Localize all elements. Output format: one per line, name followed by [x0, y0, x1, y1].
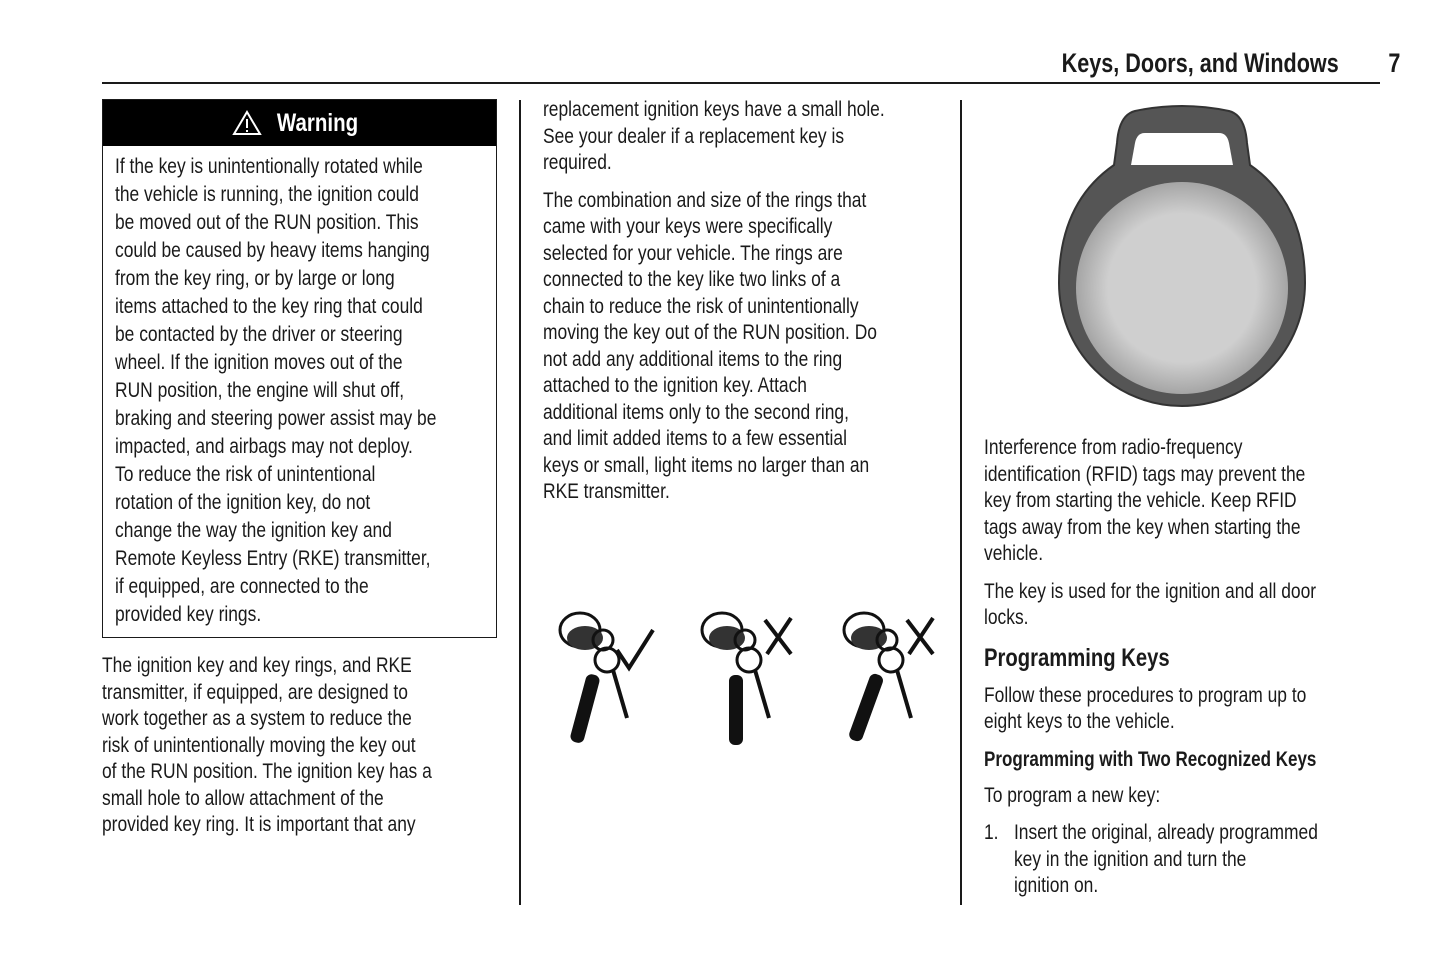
warning-line: items attached to the key ring that could	[115, 294, 423, 318]
col2-text	[543, 96, 885, 516]
page-number: 7	[1387, 48, 1400, 78]
paragraph	[984, 682, 1318, 735]
text-line: The key is used for the ignition and all door	[984, 578, 1317, 603]
running-header	[1000, 48, 1400, 82]
warning-line: braking and steering power assist may be	[115, 406, 437, 430]
warning-line: To reduce the risk of unintentional	[115, 462, 376, 486]
warning-box	[102, 99, 497, 638]
warning-line: provided key rings.	[115, 602, 262, 626]
text-line: small hole to allow attachment of the	[102, 785, 384, 810]
text-line: To program a new key:	[984, 782, 1161, 807]
step-number: 1.	[984, 820, 999, 844]
warning-line: Remote Keyless Entry (RKE) transmitter,	[115, 546, 431, 570]
text-line: work together as a system to reduce the	[102, 706, 412, 730]
x-mark-icon	[765, 618, 791, 654]
paragraph	[102, 652, 432, 838]
text-line: additional items only to the second ring,	[543, 399, 849, 424]
text-line: chain to reduce the risk of unintentionally	[543, 293, 859, 318]
warning-line: if equipped, are connected to the	[115, 574, 369, 598]
paragraph	[984, 578, 1318, 631]
text-line: identification (RFID) tags may prevent the	[984, 461, 1306, 486]
col3-text	[984, 434, 1318, 899]
text-line: ignition on.	[1013, 873, 1099, 897]
text-line: came with your keys were specifically	[543, 214, 833, 238]
warning-header	[103, 100, 496, 146]
text-line: The combination and size of the rings that	[543, 187, 867, 212]
text-line: of the RUN position. The ignition key has a	[102, 759, 432, 783]
header-rule	[102, 82, 1380, 84]
warning-title: Warning	[276, 108, 359, 137]
warning-line: the vehicle is running, the ignition could	[115, 182, 419, 206]
text-line: Interference from radio-frequency	[984, 435, 1243, 459]
subsection-heading: Programming with Two Recognized Keys	[984, 747, 1317, 771]
rke-transmitter	[569, 673, 601, 744]
text-line: key from starting the vehicle. Keep RFID	[984, 488, 1297, 512]
text-line: RKE transmitter.	[543, 479, 670, 503]
text-line: risk of unintentionally moving the key out	[102, 732, 416, 757]
text-line: replacement ignition keys have a small hole.	[543, 97, 885, 121]
key-head	[567, 626, 603, 650]
text-line: transmitter, if equipped, are designed to	[102, 679, 408, 704]
text-line: keys or small, light items no larger than an	[543, 452, 870, 477]
rke-transmitter	[729, 675, 743, 745]
key-blade	[613, 670, 627, 718]
text-line: provided key ring. It is important that any	[102, 812, 416, 836]
text-line: connected to the key like two links of a	[543, 267, 841, 291]
warning-line: from the key ring, or by large or long	[115, 266, 395, 290]
warning-text	[115, 152, 436, 628]
text-line: Follow these procedures to program up to	[984, 682, 1307, 707]
key-head	[851, 626, 887, 650]
text-line: See your dealer if a replacement key is	[543, 123, 845, 148]
check-mark-icon	[617, 630, 653, 668]
paragraph	[543, 187, 885, 505]
section-title: Keys, Doors, and Windows	[1061, 48, 1339, 78]
text-line: locks.	[984, 605, 1029, 629]
x-mark-icon	[907, 618, 933, 654]
paragraph	[984, 434, 1318, 567]
text-line: attached to the ignition key. Attach	[543, 373, 807, 397]
key-blade	[897, 670, 911, 718]
key-ring-illustration	[545, 600, 945, 760]
warning-line: RUN position, the engine will shut off,	[115, 378, 405, 402]
list-item	[984, 819, 1318, 899]
text-line: Insert the original, already programmed	[1013, 820, 1318, 844]
text-line: key in the ignition and turn the	[1013, 846, 1247, 871]
key-ring	[737, 648, 761, 672]
warning-line: be contacted by the driver or steering	[115, 322, 403, 346]
warning-line: rotation of the ignition key, do not	[115, 490, 371, 514]
text-line: The ignition key and key rings, and RKE	[102, 653, 412, 677]
warning-line: change the way the ignition key and	[115, 518, 392, 542]
text-line: eight keys to the vehicle.	[984, 709, 1175, 733]
warning-triangle-icon	[232, 110, 262, 136]
col1-paragraph	[102, 652, 432, 849]
warning-line: If the key is unintentionally rotated while	[115, 154, 423, 178]
text-line: moving the key out of the RUN position. Do	[543, 320, 877, 344]
key-ring	[879, 648, 903, 672]
warning-line: wheel. If the ignition moves out of the	[115, 350, 403, 374]
text-line: not add any additional items to the ring	[543, 346, 843, 371]
text-line: vehicle.	[984, 541, 1044, 565]
column-divider	[960, 100, 962, 905]
paragraph	[543, 96, 885, 176]
key-head	[709, 626, 745, 650]
text-line: selected for your vehicle. The rings are	[543, 240, 843, 265]
rke-transmitter	[848, 672, 885, 743]
warning-line: could be caused by heavy items hanging	[115, 238, 430, 262]
text-line: and limit added items to a few essential	[543, 426, 847, 450]
text-line: tags away from the key when starting the	[984, 514, 1301, 539]
section-heading: Programming Keys	[984, 643, 1170, 672]
text-line: required.	[543, 150, 612, 174]
warning-line: impacted, and airbags may not deploy.	[115, 434, 413, 458]
paragraph	[984, 782, 1318, 809]
key-ring	[595, 648, 619, 672]
key-blade	[755, 670, 769, 718]
warning-line: be moved out of the RUN position. This	[115, 210, 419, 234]
step-text	[1014, 819, 1318, 899]
column-divider	[519, 100, 521, 905]
rfid-key-fob-illustration	[1055, 103, 1310, 423]
